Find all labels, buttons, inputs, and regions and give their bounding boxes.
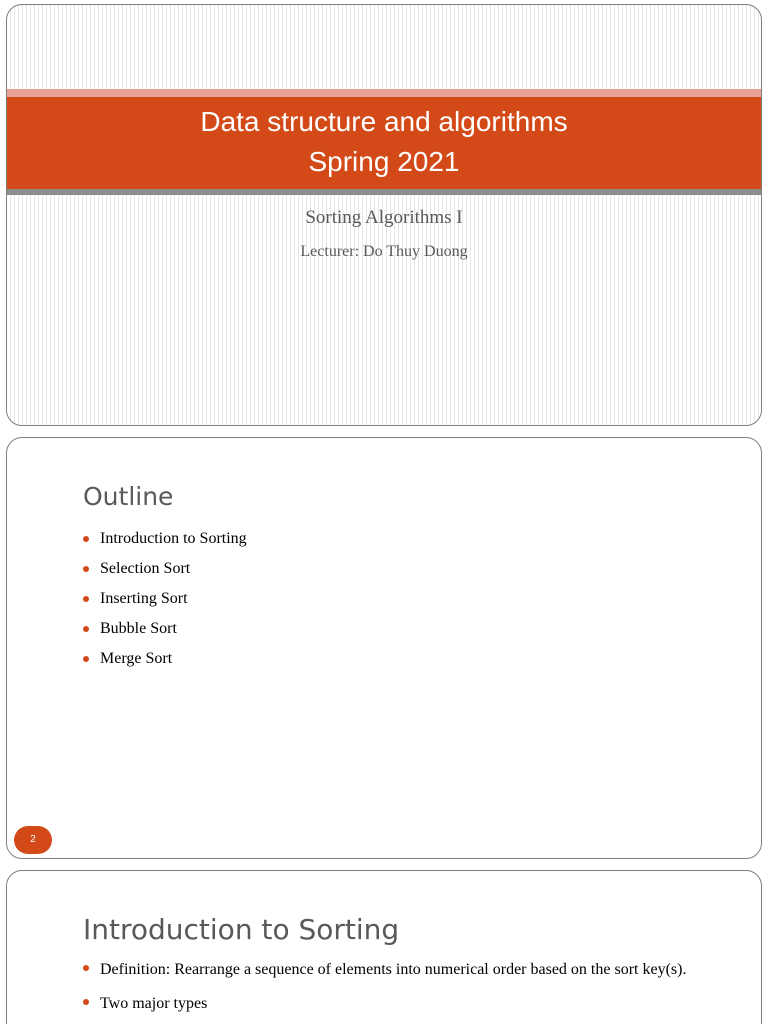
outline-item-text: Bubble Sort bbox=[100, 620, 177, 637]
bullet-dot-icon bbox=[83, 566, 89, 572]
intro-item bbox=[81, 991, 726, 1017]
intro-item-text: Definition: Rearrange a sequence of elements into numerical order based on the sort key(s). bbox=[100, 961, 687, 978]
course-title: Data structure and algorithms bbox=[200, 106, 568, 137]
intro-item bbox=[81, 957, 726, 983]
outline-item-text: Merge Sort bbox=[100, 650, 173, 667]
bullet-dot-icon bbox=[83, 965, 89, 971]
outline-item bbox=[81, 618, 247, 648]
outline-item bbox=[81, 558, 247, 588]
page-number-badge: 2 bbox=[14, 826, 52, 854]
intro-item-text: Two major types bbox=[100, 995, 208, 1012]
lecture-topic: Sorting Algorithms I bbox=[305, 207, 463, 228]
outline-item-text: Introduction to Sorting bbox=[100, 530, 247, 547]
intro-list bbox=[81, 957, 726, 1024]
course-term: Spring 2021 bbox=[308, 146, 460, 177]
outline-item bbox=[81, 528, 247, 558]
lecturer-name: Lecturer: Do Thuy Duong bbox=[300, 243, 468, 260]
outline-item bbox=[81, 588, 247, 618]
bullet-dot-icon bbox=[83, 536, 89, 542]
title-slide bbox=[6, 4, 762, 426]
outline-item-text: Inserting Sort bbox=[100, 590, 188, 607]
bullet-dot-icon bbox=[83, 656, 89, 662]
bullet-dot-icon bbox=[83, 999, 89, 1005]
outline-item bbox=[81, 648, 247, 678]
bullet-dot-icon bbox=[83, 596, 89, 602]
title-band-bottom-strip bbox=[7, 189, 761, 195]
outline-heading: Outline bbox=[83, 482, 174, 511]
bullet-dot-icon bbox=[83, 626, 89, 632]
outline-list bbox=[81, 528, 247, 678]
title-band-top-strip bbox=[7, 89, 761, 97]
outline-slide bbox=[6, 437, 762, 859]
intro-slide bbox=[6, 870, 762, 1024]
intro-heading: Introduction to Sorting bbox=[83, 913, 400, 946]
outline-item-text: Selection Sort bbox=[100, 560, 191, 577]
